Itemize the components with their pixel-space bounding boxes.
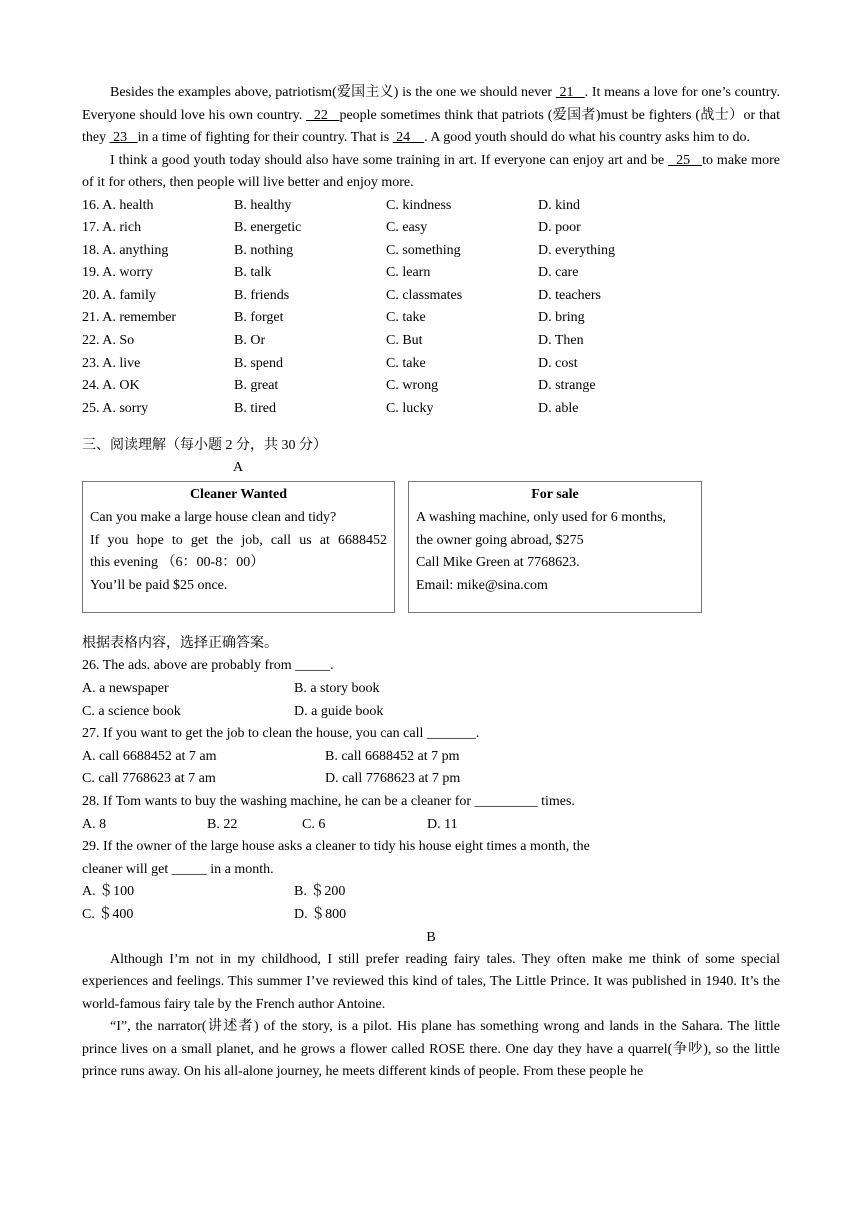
section-title: 三、阅读理解（每小题 2 分，共 30 分）: [82, 438, 327, 454]
option: C. kindness: [386, 197, 452, 213]
option: D. ＄800: [294, 906, 347, 922]
option: 20. A. family: [82, 287, 156, 303]
option: C. But: [386, 333, 423, 349]
blank-24: 24: [392, 130, 425, 145]
option: 19. A. worry: [82, 265, 153, 281]
option: B. forget: [234, 310, 284, 326]
part-b-label: B: [426, 929, 436, 945]
option: C. take: [386, 355, 426, 371]
cloze-option-row: [82, 240, 780, 263]
option: C. learn: [386, 265, 431, 281]
ad-line: the owner going abroad, $275: [416, 532, 584, 548]
option: B. great: [234, 378, 279, 394]
options-26-row-2: [82, 701, 780, 724]
option: A. 8: [82, 816, 107, 832]
text-run: Besides the examples above, patriotism(爱国主义) is the one we should never: [110, 85, 556, 100]
ad-line: A washing machine, only used for 6 months,: [416, 510, 667, 526]
option: B. nothing: [234, 242, 294, 258]
options-26-row-1: [82, 678, 780, 701]
ad-for-sale: [408, 481, 702, 613]
part-a-label: A: [232, 460, 244, 476]
option: C. call 7768623 at 7 am: [82, 771, 216, 787]
text-run: . A good youth should do what his country asks him to do.: [424, 130, 751, 145]
document-page: [82, 82, 780, 1084]
ad-line: Call Mike Green at 7768623.: [416, 555, 580, 571]
ad-line: If you hope to get the job, call us at 6688452: [90, 532, 387, 548]
option: A. ＄100: [82, 884, 135, 900]
cloze-option-row: [82, 262, 780, 285]
option: B. tired: [234, 400, 276, 416]
option: C. easy: [386, 220, 428, 236]
option: C. lucky: [386, 400, 434, 416]
passage-b-paragraph-2: “I”, the narrator(讲述者) of the story, is a pilot. His plane has something wrong and lands in the Sahara. The little prince lives on a small planet, and he grows a flower called ROSE there. One day they have a quarrel(争吵), so the little prince runs away. On his all-alone journey, he meets different kinds of people. From these people he: [82, 1019, 780, 1080]
cloze-option-row: [82, 330, 780, 353]
text-run: . It means a love for one’s country. Everyone should love his own country.: [82, 85, 780, 123]
ad-line: Can you make a large house clean and tidy?: [90, 510, 337, 526]
option: C. something: [386, 242, 461, 258]
option: D. care: [538, 265, 579, 281]
option: B. spend: [234, 355, 283, 371]
option: D. 11: [427, 816, 458, 832]
option: D. teachers: [538, 287, 601, 303]
cloze-option-row: [82, 307, 780, 330]
text-run: I think a good youth today should also have some training in art. If everyone can enjoy art and be: [110, 152, 669, 168]
option: B. friends: [234, 287, 290, 303]
passage-b-paragraph-1: Although I’m not in my childhood, I still prefer reading fairy tales. They often make me think of some special experiences and feelings. This summer I’ve reviewed this kind of tales, The Little Prince. It was published in 1940. It’s the world-famous fairy tale by the French author Antoine.: [82, 951, 780, 1012]
text-run: to make more of it for others, then people will live better and enjoy more.: [82, 152, 780, 190]
option: A. a newspaper: [82, 681, 169, 697]
option: A. call 6688452 at 7 am: [82, 748, 217, 764]
question-27: 27. If you want to get the job to clean the house, you can call _______.: [82, 726, 480, 742]
option: D. strange: [538, 378, 596, 394]
option: D. Then: [538, 333, 584, 349]
option: D. bring: [538, 310, 585, 326]
option: D. cost: [538, 355, 578, 371]
options-27-row-2: [82, 768, 780, 791]
option: C. wrong: [386, 378, 439, 394]
option: B. call 6688452 at 7 pm: [325, 748, 460, 764]
text-run: people sometimes think that patriots (爱国者)must be fighters (战士）or that they: [82, 107, 780, 145]
option: C. take: [386, 310, 426, 326]
blank-25: 25: [668, 152, 703, 168]
question-28: 28. If Tom wants to buy the washing machine, he can be a cleaner for _________ times.: [82, 794, 575, 809]
text-run: in a time of fighting for their country. That is: [137, 130, 393, 145]
cloze-paragraph-1: [82, 82, 780, 150]
option: 16. A. health: [82, 197, 154, 213]
option: B. Or: [234, 333, 266, 349]
options-28: [82, 814, 780, 837]
question-29-line-1: 29. If the owner of the large house asks a cleaner to tidy his house eight times a month, the: [82, 839, 590, 855]
cloze-option-row: [82, 375, 780, 398]
option: C. classmates: [386, 287, 463, 303]
option: D. kind: [538, 197, 580, 213]
ad-title: For sale: [531, 487, 579, 503]
blank-21: 21: [555, 85, 585, 100]
cloze-option-row: [82, 353, 780, 376]
option: B. 22: [207, 816, 238, 832]
option: B. a story book: [294, 681, 380, 697]
options-29-row-1: [82, 881, 780, 904]
option: B. energetic: [234, 220, 302, 236]
option: 23. A. live: [82, 355, 141, 371]
option: C. ＄400: [82, 906, 134, 922]
option: 24. A. OK: [82, 378, 140, 394]
ad-line: this evening （6：00-8：00）: [90, 555, 265, 571]
option: 22. A. So: [82, 333, 135, 349]
option: 25. A. sorry: [82, 400, 149, 416]
blank-23: 23: [109, 130, 138, 145]
cloze-option-row: [82, 285, 780, 308]
ad-line: You’ll be paid $25 once.: [90, 577, 228, 593]
options-29-row-2: [82, 904, 780, 927]
cloze-option-row: [82, 398, 780, 421]
option: B. ＄200: [294, 884, 346, 900]
ad-line: Email: mike@sina.com: [416, 577, 548, 593]
options-27-row-1: [82, 746, 780, 769]
cloze-paragraph-2: [82, 150, 780, 195]
cloze-option-row: [82, 195, 780, 218]
option: B. healthy: [234, 197, 292, 213]
option: B. talk: [234, 265, 272, 281]
ad-cleaner-wanted: [82, 481, 395, 613]
option: C. a science book: [82, 703, 181, 719]
option: C. 6: [302, 816, 326, 832]
ads-area: [82, 481, 780, 615]
cloze-options: [82, 195, 780, 421]
option: D. poor: [538, 220, 581, 236]
option: D. everything: [538, 242, 615, 258]
instruction: 根据表格内容，选择正确答案。: [82, 636, 278, 652]
ad-title: Cleaner Wanted: [189, 487, 288, 503]
option: 21. A. remember: [82, 310, 177, 326]
blank-22: 22: [306, 107, 340, 123]
question-29-line-2: cleaner will get _____ in a month.: [82, 861, 274, 877]
option: D. a guide book: [294, 703, 384, 719]
option: 17. A. rich: [82, 220, 142, 236]
option: D. call 7768623 at 7 pm: [325, 771, 461, 787]
option: D. able: [538, 400, 579, 416]
question-26: 26. The ads. above are probably from _____.: [82, 658, 334, 674]
cloze-option-row: [82, 217, 780, 240]
option: 18. A. anything: [82, 242, 169, 258]
